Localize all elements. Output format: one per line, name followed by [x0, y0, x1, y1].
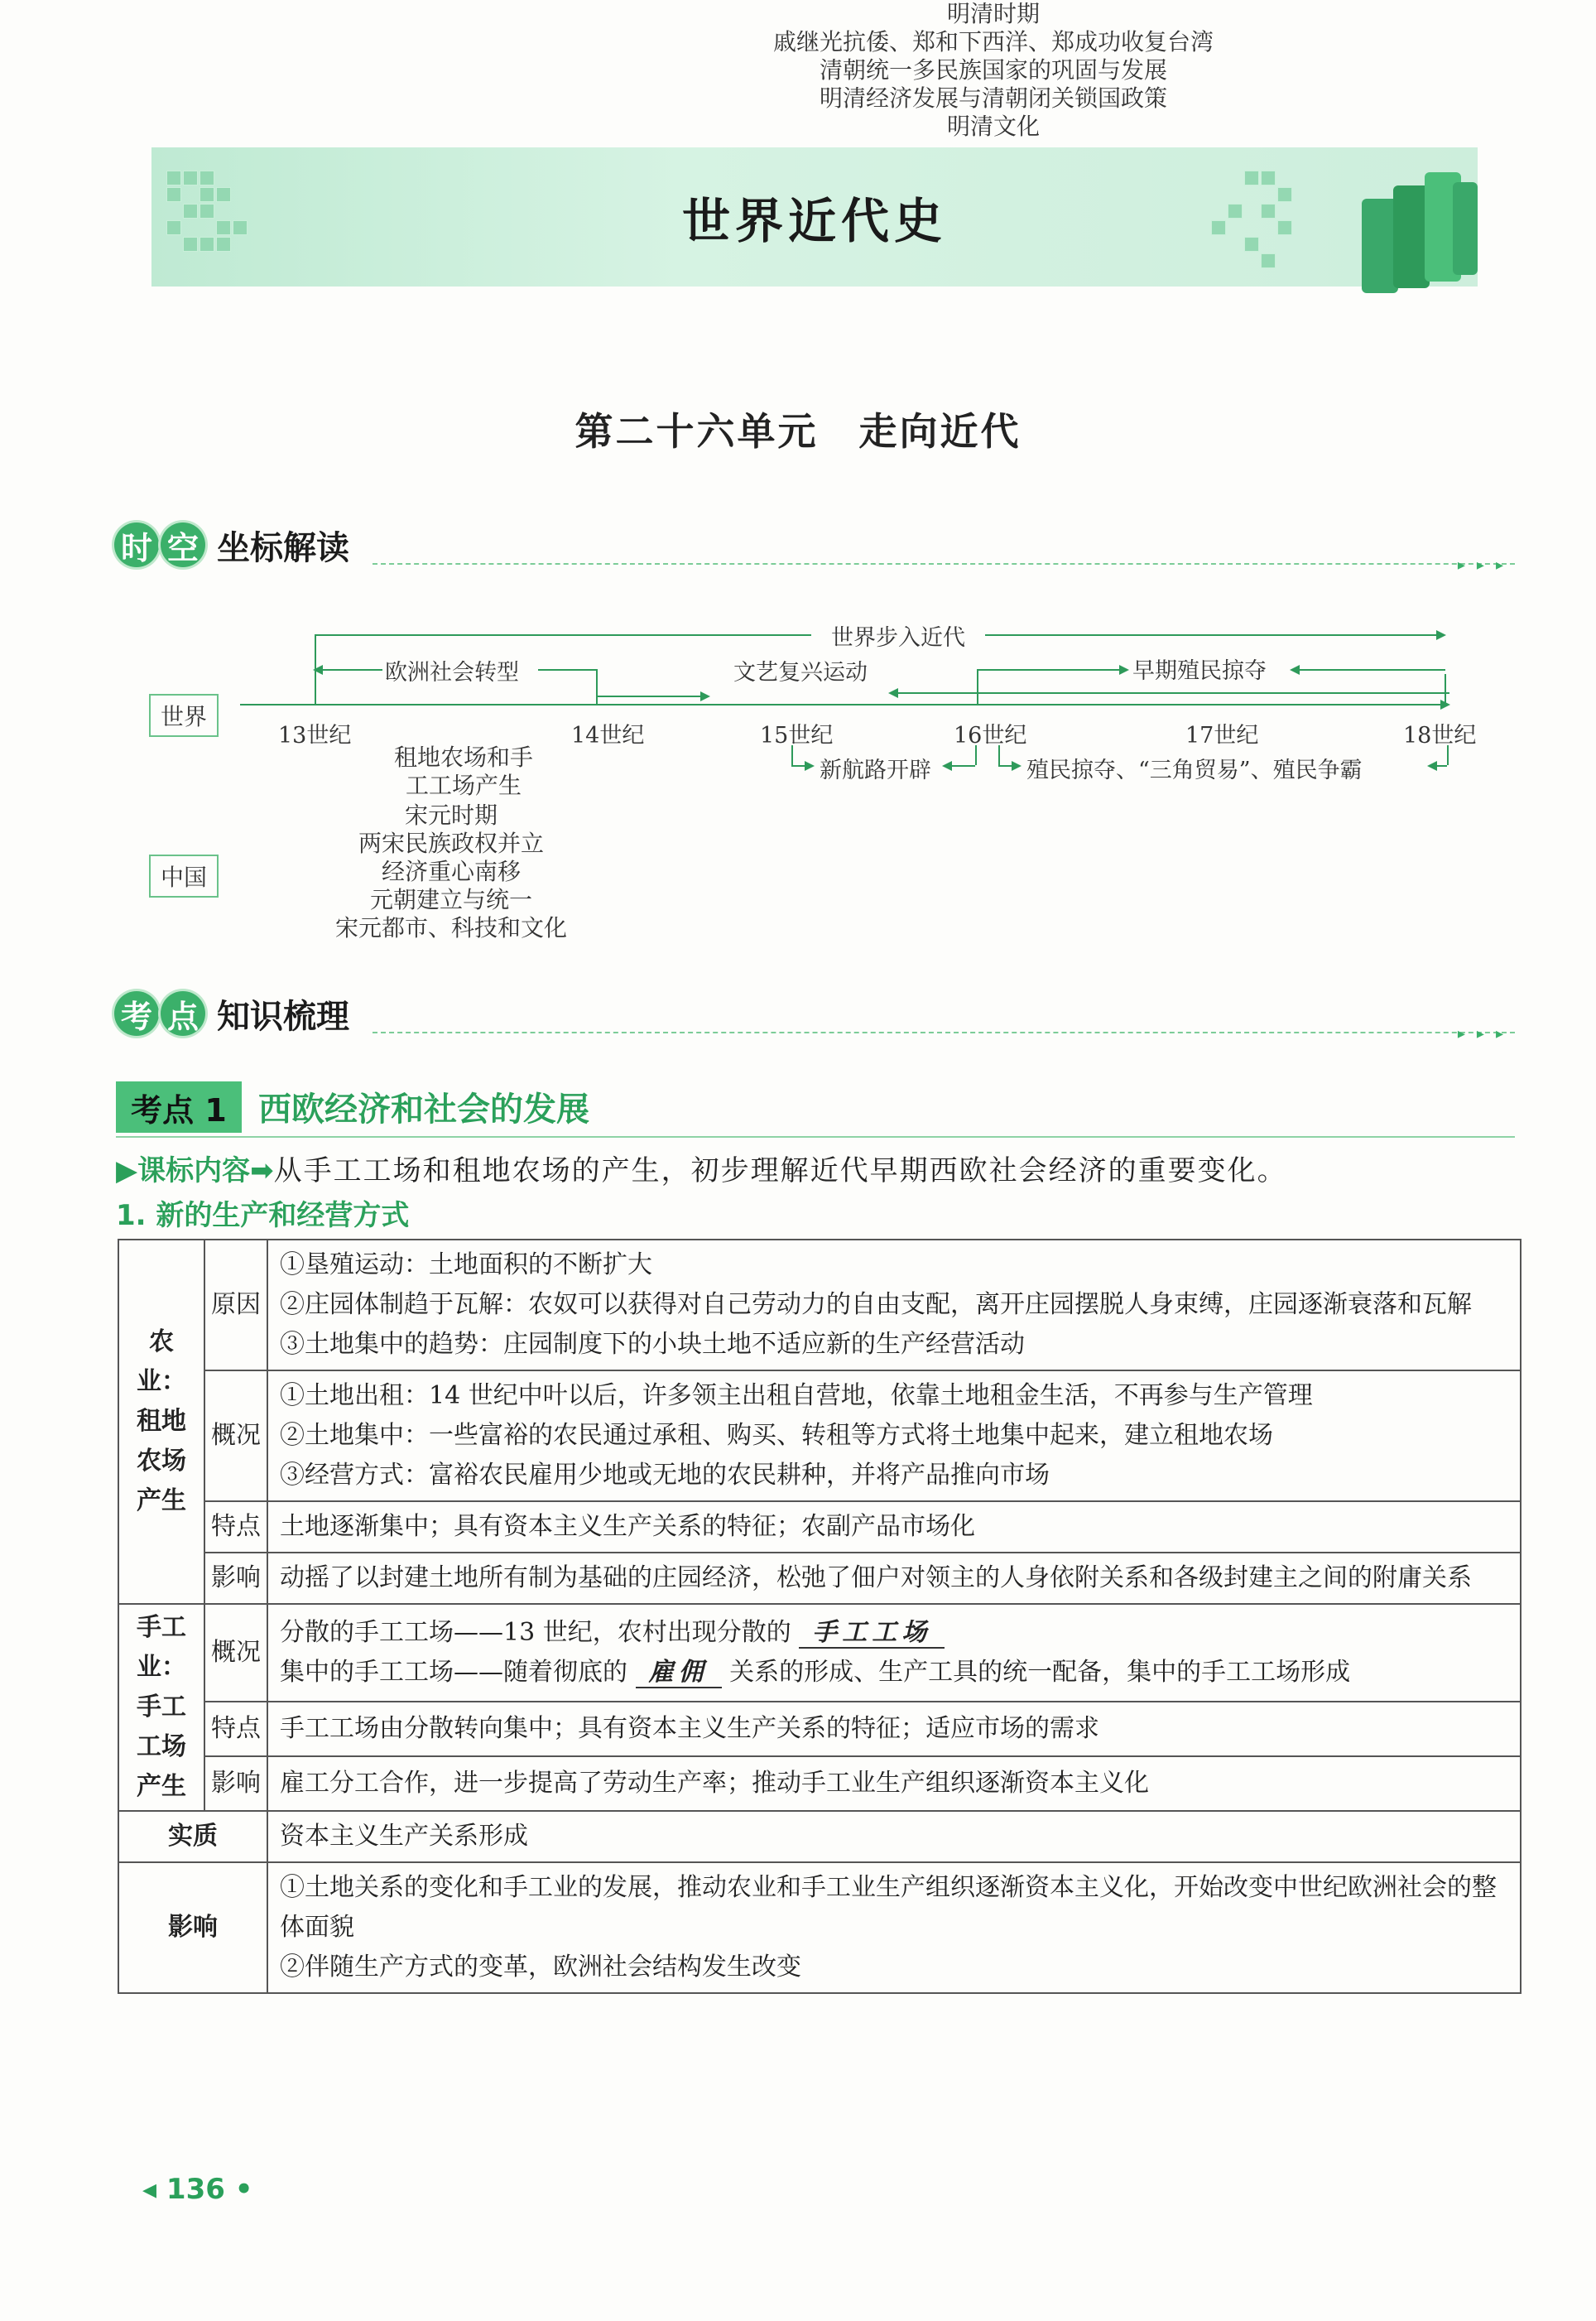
knowledge-table	[118, 1239, 1521, 1994]
table-row	[118, 1702, 1521, 1756]
tick-18: 18世纪	[1403, 723, 1477, 749]
row-label: 影响	[204, 1553, 267, 1604]
row-content: ①垦殖运动：土地面积的不断扩大 ②庄园体制趋于瓦解：农奴可以获得对自己劳动力的自由支配，离开庄园摆脱人身束缚，庄园逐渐衰落和瓦解 ③土地集中的趋势：庄园制度下的小块土地不适应新的生产经营活动	[267, 1240, 1521, 1370]
handwritten-answer: 雇佣	[636, 1658, 722, 1688]
row-label: 特点	[204, 1702, 267, 1756]
table-row	[118, 1370, 1521, 1501]
section-circle-2: 空	[161, 522, 205, 567]
label-modern-world: 世界步入近代	[831, 625, 965, 651]
label-new-routes: 新航路开辟	[820, 758, 931, 783]
row-label: 特点	[204, 1501, 267, 1553]
table-row	[118, 1811, 1521, 1862]
curriculum-text: 从手工工场和租地农场的产生，初步理解近代早期西欧社会经济的重要变化。	[273, 1154, 1287, 1187]
tick-14: 14世纪	[571, 723, 645, 749]
table-row	[118, 1862, 1521, 1993]
table-row	[118, 1240, 1521, 1370]
kaodian-title: 西欧经济和社会的发展	[258, 1091, 589, 1129]
row-content: 分散的手工工场——13 世纪，农村出现分散的 手工工场 集中的手工工场——随着彻底的 雇佣 关系的形成、生产工具的统一配备，集中的手工工场形成	[267, 1604, 1521, 1702]
handwritten-answer: 手工工场	[799, 1618, 945, 1649]
row-content: ①土地关系的变化和手工业的发展，推动农业和手工业生产组织逐渐资本主义化，开始改变中世纪欧洲社会的整体面貌 ②伴随生产方式的变革，欧洲社会结构发生改变	[267, 1862, 1521, 1993]
curriculum-standard	[116, 1148, 1287, 1188]
row-content: 资本主义生产关系形成	[267, 1811, 1521, 1862]
section-label: 知识梳理	[217, 997, 349, 1036]
divider	[373, 1032, 1515, 1033]
page-number: ◂ 136 •	[142, 2173, 253, 2206]
row-label: 实质	[118, 1811, 267, 1862]
row-content: 土地逐渐集中；具有资本主义生产关系的特征；农副产品市场化	[267, 1501, 1521, 1553]
timeline-axis	[240, 704, 1449, 705]
table-row	[118, 1553, 1521, 1604]
section-header-knowledge	[114, 989, 349, 1038]
row-label: 影响	[118, 1862, 267, 1993]
row-content: 手工工场由分散转向集中；具有资本主义生产关系的特征；适应市场的需求	[267, 1702, 1521, 1756]
table-row	[118, 1756, 1521, 1811]
tick-15: 15世纪	[760, 723, 834, 749]
arrows-icon: ▸▸▸	[1457, 1025, 1515, 1043]
banner-title: 世界近代史	[681, 193, 947, 249]
china-song-yuan: 宋元时期 两宋民族政权并立 经济重心南移 元朝建立与统一 宋元都市、科技和文化	[334, 802, 567, 941]
row-content: 动摇了以封建土地所有制为基础的庄园经济，松弛了佃户对领主的人身依附关系和各级封建主之间的附庸关系	[267, 1553, 1521, 1604]
chapter-banner	[151, 147, 1478, 287]
divider	[373, 563, 1515, 565]
label-colonial-detail: 殖民掠夺、“三角贸易”、殖民争霸	[1026, 758, 1363, 783]
china-ming-qing: 明清时期 戚继光抗倭、郑和下西洋、郑成功收复台湾 清朝统一多民族国家的巩固与发展 明清经济发展与清朝闭关锁国政策 明清文化	[772, 0, 1214, 140]
section-circle-1: 考	[114, 991, 159, 1036]
tick-16: 16世纪	[954, 723, 1027, 749]
row-label: 概况	[204, 1604, 267, 1702]
row-content: ①土地出租：14 世纪中叶以后，许多领主出租自营地，依靠土地租金生活，不再参与生产管理 ②土地集中：一些富裕的农民通过承租、购买、转租等方式将土地集中起来，建立租地农场 ③经营方式：富裕农民雇用少地或无地的农民耕种，并将产品推向市场	[267, 1370, 1521, 1501]
table-row	[118, 1501, 1521, 1553]
curriculum-label: ▶课标内容➡	[116, 1154, 274, 1187]
row-label: 原因	[204, 1240, 267, 1370]
world-label: 世界	[149, 694, 219, 737]
arrows-icon: ▸▸▸	[1457, 556, 1515, 574]
china-label: 中国	[149, 855, 219, 898]
section-label: 坐标解读	[217, 528, 349, 567]
row-content: 雇工分工合作，进一步提高了劳动生产率；推动手工业生产组织逐渐资本主义化	[267, 1756, 1521, 1811]
label-europe-transition: 欧洲社会转型	[385, 660, 519, 686]
category-handicraft: 手工业：手工工场产生	[118, 1604, 204, 1811]
section-circle-2: 点	[161, 991, 205, 1036]
row-label: 影响	[204, 1756, 267, 1811]
subheading: 1. 新的生产和经营方式	[116, 1199, 410, 1232]
tick-13: 13世纪	[278, 723, 352, 749]
section-header-coordinates	[114, 520, 349, 570]
label-colonial: 早期殖民掠夺	[1132, 658, 1267, 684]
divider	[116, 1136, 1515, 1138]
table-row	[118, 1604, 1521, 1702]
tick-17: 17世纪	[1185, 723, 1259, 749]
label-renaissance: 文艺复兴运动	[733, 660, 868, 686]
row-label: 概况	[204, 1370, 267, 1501]
kaodian-label: 考点 1	[116, 1081, 242, 1133]
category-agriculture: 农业：租地农场产生	[118, 1240, 204, 1604]
section-circle-1: 时	[114, 522, 159, 567]
label-farms: 租地农场和手 工工场产生	[393, 744, 533, 799]
unit-title: 第二十六单元 走向近代	[574, 409, 1022, 454]
